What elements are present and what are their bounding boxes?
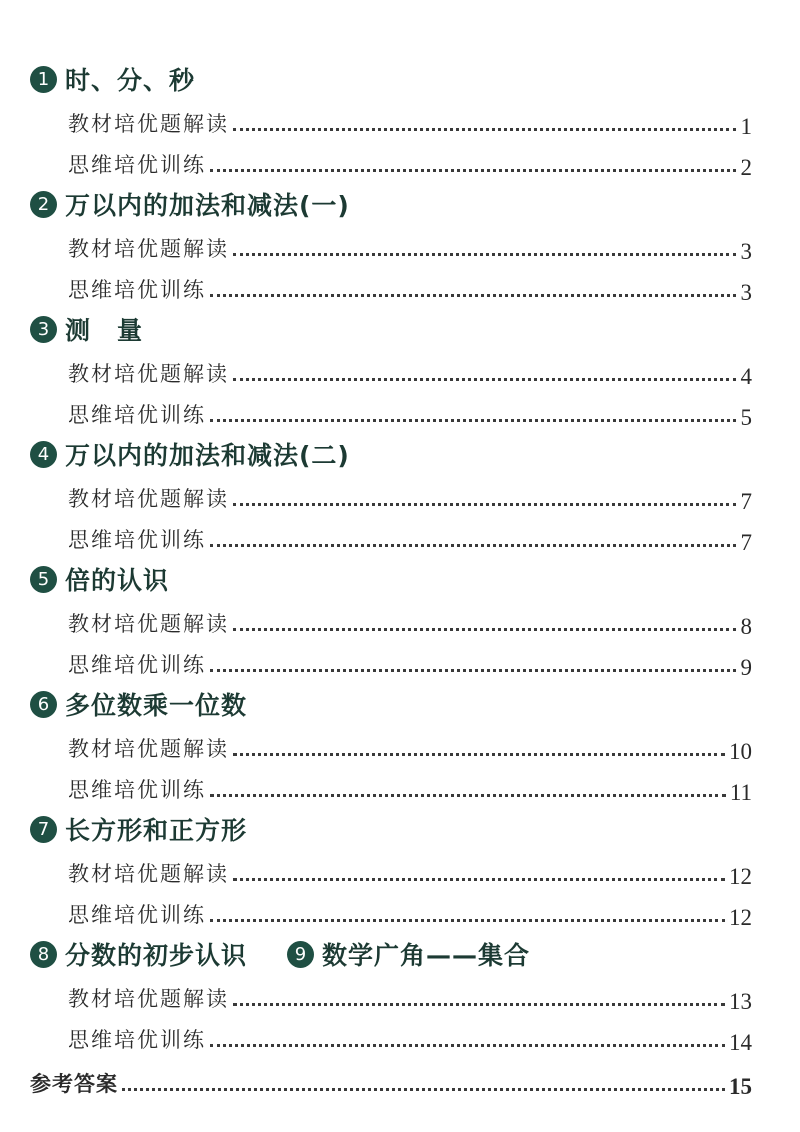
entry-label: 教材培优题解读: [68, 736, 229, 761]
chapter-title: 倍的认识: [65, 566, 170, 595]
dot-leader: [210, 419, 736, 422]
entry-label: 思维培优训练: [68, 278, 206, 302]
toc-entry[interactable]: [30, 767, 752, 809]
chapter-number-badge: 1: [30, 66, 57, 93]
entry-label: 教材培优题解读: [68, 986, 229, 1011]
answers-page-number: 15: [729, 1074, 752, 1099]
page-number: 9: [740, 655, 752, 680]
page-number: 1: [740, 113, 752, 139]
entry-label: 教材培优题解读: [68, 861, 229, 886]
chapter-number-badge: 8: [30, 941, 57, 968]
page-number: 3: [740, 238, 752, 264]
chapter-heading-combined: [30, 933, 752, 975]
chapter-number-badge: 9: [287, 941, 314, 968]
chapter-heading[interactable]: [30, 433, 752, 475]
dot-leader: [210, 544, 736, 547]
dot-leader: [210, 294, 736, 297]
chapter-number-badge: 6: [30, 691, 57, 718]
chapter-title: 多位数乘一位数: [65, 691, 248, 720]
entry-label: 教材培优题解读: [68, 486, 229, 511]
chapter-heading[interactable]: [30, 58, 752, 100]
page-number: 7: [740, 488, 752, 514]
dot-leader: [210, 169, 736, 172]
entry-label: 教材培优题解读: [68, 611, 229, 636]
page-number: 11: [729, 780, 752, 805]
toc-entry[interactable]: [30, 975, 752, 1017]
chapter-title: 数学广角——集合: [322, 941, 531, 970]
page-number: 3: [740, 280, 752, 305]
page-number: 13: [729, 988, 752, 1014]
entry-label: 思维培优训练: [68, 528, 206, 552]
toc-entry[interactable]: [30, 642, 752, 684]
page-number: 14: [729, 1030, 752, 1055]
answers-entry[interactable]: [30, 1062, 752, 1102]
entry-label: 思维培优训练: [68, 903, 206, 927]
chapter-heading[interactable]: [30, 808, 752, 850]
dot-leader: [233, 378, 736, 381]
toc-entry[interactable]: [30, 350, 752, 392]
page-number: 4: [740, 363, 752, 389]
entry-label: 思维培优训练: [68, 1028, 206, 1052]
chapter-number-badge: 3: [30, 316, 57, 343]
dot-leader: [210, 794, 726, 797]
chapter-title: 万以内的加法和减法(二): [65, 441, 350, 470]
chapter-number-badge: 7: [30, 816, 57, 843]
toc-entry[interactable]: [30, 1017, 752, 1059]
dot-leader: [233, 628, 736, 631]
entry-label: 教材培优题解读: [68, 361, 229, 386]
toc-entry[interactable]: [30, 392, 752, 434]
dot-leader: [233, 503, 736, 506]
toc-entry[interactable]: [30, 267, 752, 309]
page-number: 2: [740, 155, 752, 180]
entry-label: 教材培优题解读: [68, 236, 229, 261]
chapter-title: 分数的初步认识: [65, 941, 248, 970]
chapter-title: 长方形和正方形: [65, 816, 248, 845]
dot-leader: [122, 1088, 725, 1091]
entry-label: 思维培优训练: [68, 403, 206, 427]
dot-leader: [233, 253, 736, 256]
dot-leader: [210, 669, 736, 672]
toc-entry[interactable]: [30, 142, 752, 184]
chapter-title: 测 量: [65, 316, 144, 345]
page-number: 8: [740, 613, 752, 639]
page-number: 10: [729, 738, 752, 764]
toc-entry[interactable]: [30, 225, 752, 267]
page-number: 12: [729, 863, 752, 889]
entry-label: 思维培优训练: [68, 153, 206, 177]
answers-label: 参考答案: [30, 1072, 118, 1096]
chapter-heading-9[interactable]: [287, 936, 530, 972]
toc-entry[interactable]: [30, 850, 752, 892]
chapter-heading[interactable]: [30, 308, 752, 350]
table-of-contents: [30, 58, 752, 1102]
entry-label: 教材培优题解读: [68, 111, 229, 136]
toc-entry[interactable]: [30, 892, 752, 934]
toc-entry[interactable]: [30, 600, 752, 642]
page-number: 7: [740, 530, 752, 555]
dot-leader: [233, 878, 725, 881]
chapter-heading-8[interactable]: [30, 936, 247, 972]
chapter-title: 时、分、秒: [65, 66, 196, 95]
chapter-number-badge: 5: [30, 566, 57, 593]
toc-entry[interactable]: [30, 725, 752, 767]
entry-label: 思维培优训练: [68, 653, 206, 677]
chapter-heading[interactable]: [30, 183, 752, 225]
toc-entry[interactable]: [30, 100, 752, 142]
dot-leader: [210, 919, 725, 922]
chapter-heading[interactable]: [30, 683, 752, 725]
dot-leader: [233, 128, 736, 131]
chapter-number-badge: 4: [30, 441, 57, 468]
toc-entry[interactable]: [30, 475, 752, 517]
page-number: 12: [729, 905, 752, 930]
dot-leader: [233, 1003, 725, 1006]
dot-leader: [210, 1044, 725, 1047]
chapter-heading[interactable]: [30, 558, 752, 600]
toc-entry[interactable]: [30, 517, 752, 559]
dot-leader: [233, 753, 725, 756]
chapter-number-badge: 2: [30, 191, 57, 218]
chapter-title: 万以内的加法和减法(一): [65, 191, 350, 220]
entry-label: 思维培优训练: [68, 778, 206, 802]
page-number: 5: [740, 405, 752, 430]
